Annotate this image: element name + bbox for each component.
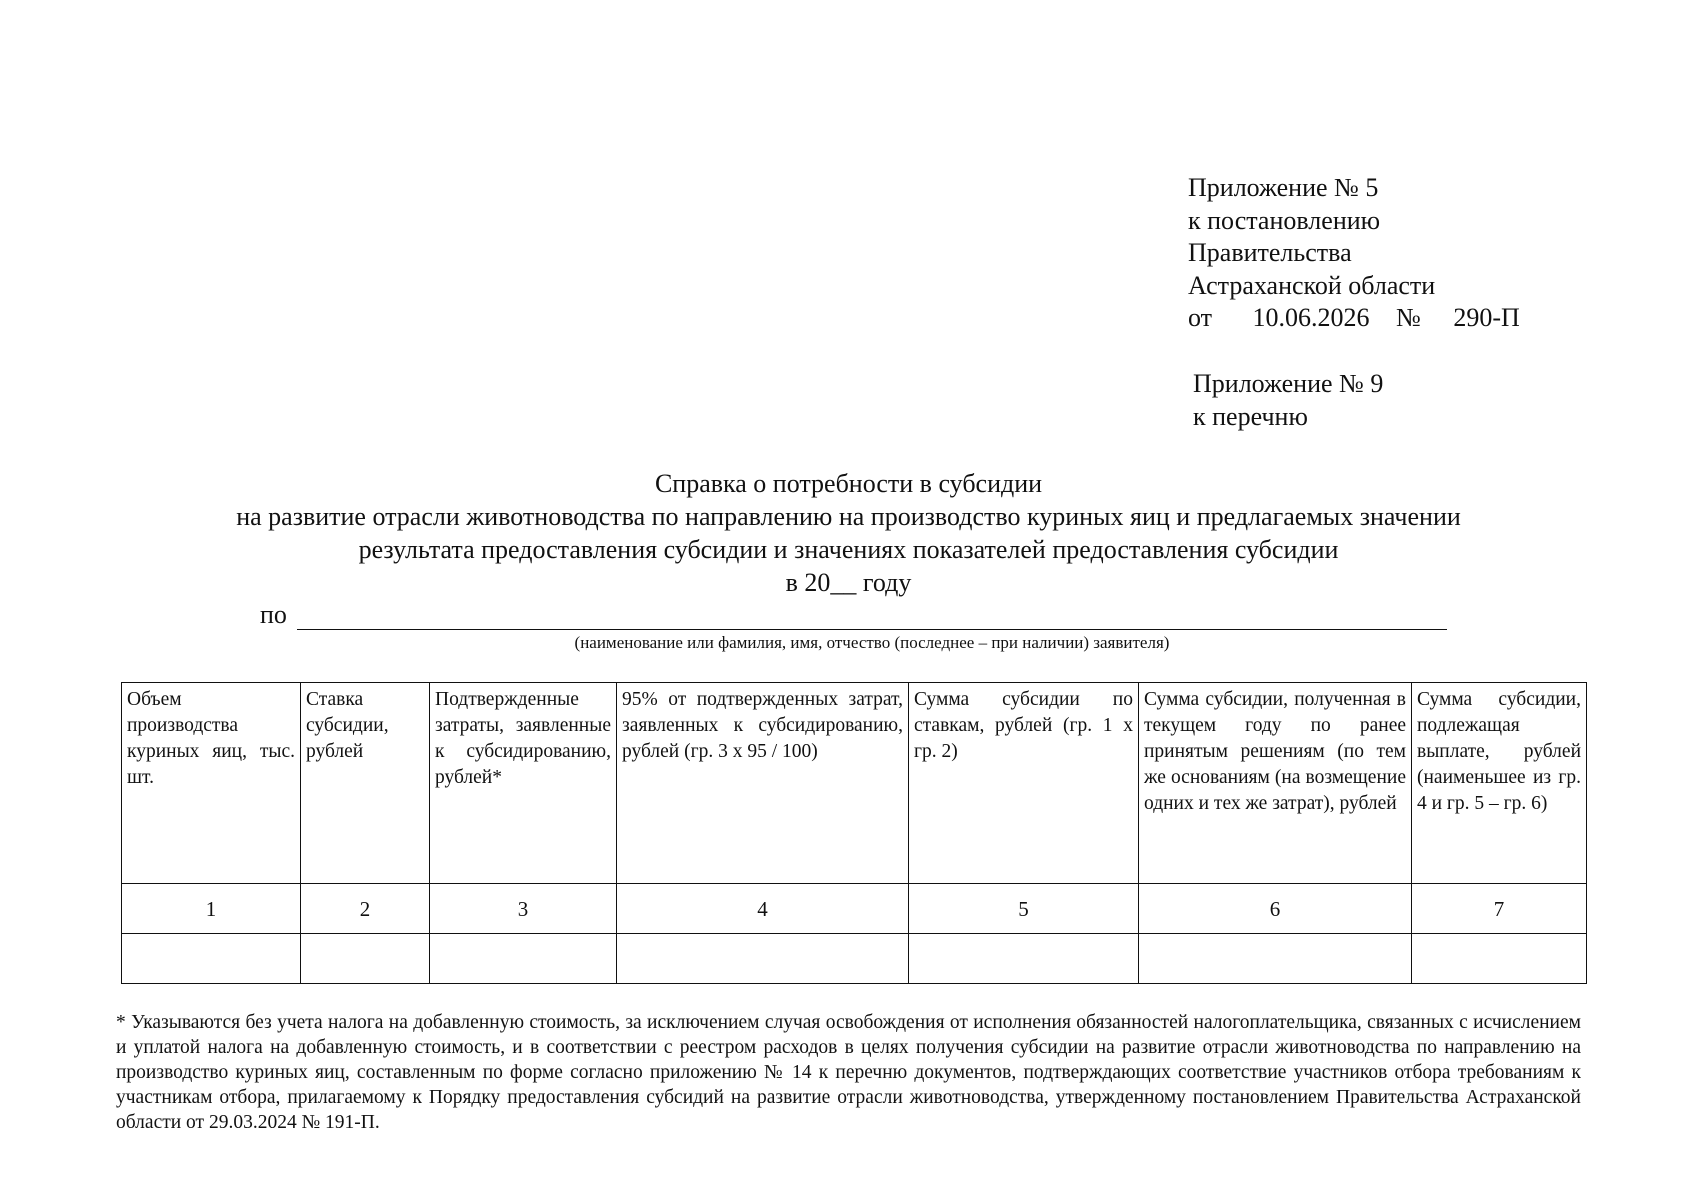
entry-cell-3[interactable]: [430, 934, 617, 984]
header-cell-6: Сумма субсидии, полученная в текущем году по ранее принятым решениям (по тем же основаниям (на возмещение одних и тех же затрат), рублей: [1139, 683, 1412, 884]
column-number-2: 2: [301, 884, 430, 934]
applicant-prefix: по: [260, 600, 287, 629]
title-line-2: на развитие отрасли животноводства по направлению на производство куриных яиц и предлагаемых значении: [236, 502, 1461, 531]
column-number-5: 5: [909, 884, 1139, 934]
column-number-1: 1: [122, 884, 301, 934]
column-number-6: 6: [1139, 884, 1412, 934]
appendix-5-title: Приложение № 5: [1188, 173, 1379, 202]
footnote: * Указываются без учета налога на добавленную стоимость, за исключением случая освобождения от исполнения обязанностей налогоплательщика, связанных с исчислением и уплатой налога на добавленную стоимость, и в соответствии с реестром расходов в целях получения субсидии на развитие отрасли животноводства по направлению на производство куриных яиц, составленным по форме согласно приложению № 14 к перечню документов, подтверждающих соответствие участников отбора требованиям к участникам отбора, прилагаемому к Порядку предоставления субсидий на развитие отрасли животноводства, утвержденному постановлением Правительства Астраханской области от 29.03.2024 № 191-П.: [116, 1012, 1581, 1133]
column-number-3: 3: [430, 884, 617, 934]
applicant-caption: (наименование или фамилия, имя, отчество (последнее – при наличии) заявителя): [574, 633, 1170, 652]
decree-date: 10.06.2026: [1252, 303, 1370, 332]
appendix-5-date-row: [1188, 302, 1520, 335]
data-entry-row: [122, 934, 1587, 984]
column-number-4: 4: [617, 884, 909, 934]
table-header-row: [122, 683, 1587, 884]
header-cell-2: Ставка субсидии, рублей: [301, 683, 430, 884]
appendix-5-ref: к постановлению: [1188, 205, 1381, 235]
decree-number: 290-П: [1453, 303, 1520, 332]
subsidy-table: [121, 682, 1587, 984]
title-line-1: Справка о потребности в субсидии: [654, 469, 1043, 498]
date-prefix: от: [1188, 303, 1213, 332]
entry-cell-4[interactable]: [617, 934, 909, 984]
header-cell-3: Подтвержденные затраты, заявленные к субсидированию, рублей*: [430, 683, 617, 884]
title-line-4: в 20__ году: [785, 568, 912, 597]
entry-cell-1[interactable]: [122, 934, 301, 984]
title-line-3: результата предоставления субсидии и значениях показателей предоставления субсидии: [358, 535, 1339, 564]
appendix-5-block: [1188, 172, 1520, 335]
entry-cell-7[interactable]: [1412, 934, 1587, 984]
document-title: [0, 467, 1697, 599]
header-cell-5: Сумма субсидии по ставкам, рублей (гр. 1 х гр. 2): [909, 683, 1139, 884]
header-cell-1: Объем производства куриных яиц, тыс. шт.: [122, 683, 301, 884]
header-cell-7: Сумма субсидии, подлежащая выплате, рублей (наименьшее из гр. 4 и гр. 5 – гр. 6): [1412, 683, 1587, 884]
appendix-9-block: [1193, 368, 1383, 433]
appendix-9-ref: к перечню: [1193, 401, 1308, 431]
entry-cell-5[interactable]: [909, 934, 1139, 984]
header-cell-4: 95% от подтвержденных затрат, заявленных к субсидированию, рублей (гр. 3 х 95 / 100): [617, 683, 909, 884]
appendix-9-title: Приложение № 9: [1193, 369, 1384, 398]
entry-cell-2[interactable]: [301, 934, 430, 984]
entry-cell-6[interactable]: [1139, 934, 1412, 984]
column-number-row: [122, 884, 1587, 934]
appendix-5-region: Астраханской области: [1188, 270, 1436, 300]
column-number-7: 7: [1412, 884, 1587, 934]
appendix-5-authority: Правительства: [1188, 238, 1352, 267]
applicant-name-field[interactable]: [297, 629, 1447, 630]
number-sign: №: [1396, 303, 1421, 332]
